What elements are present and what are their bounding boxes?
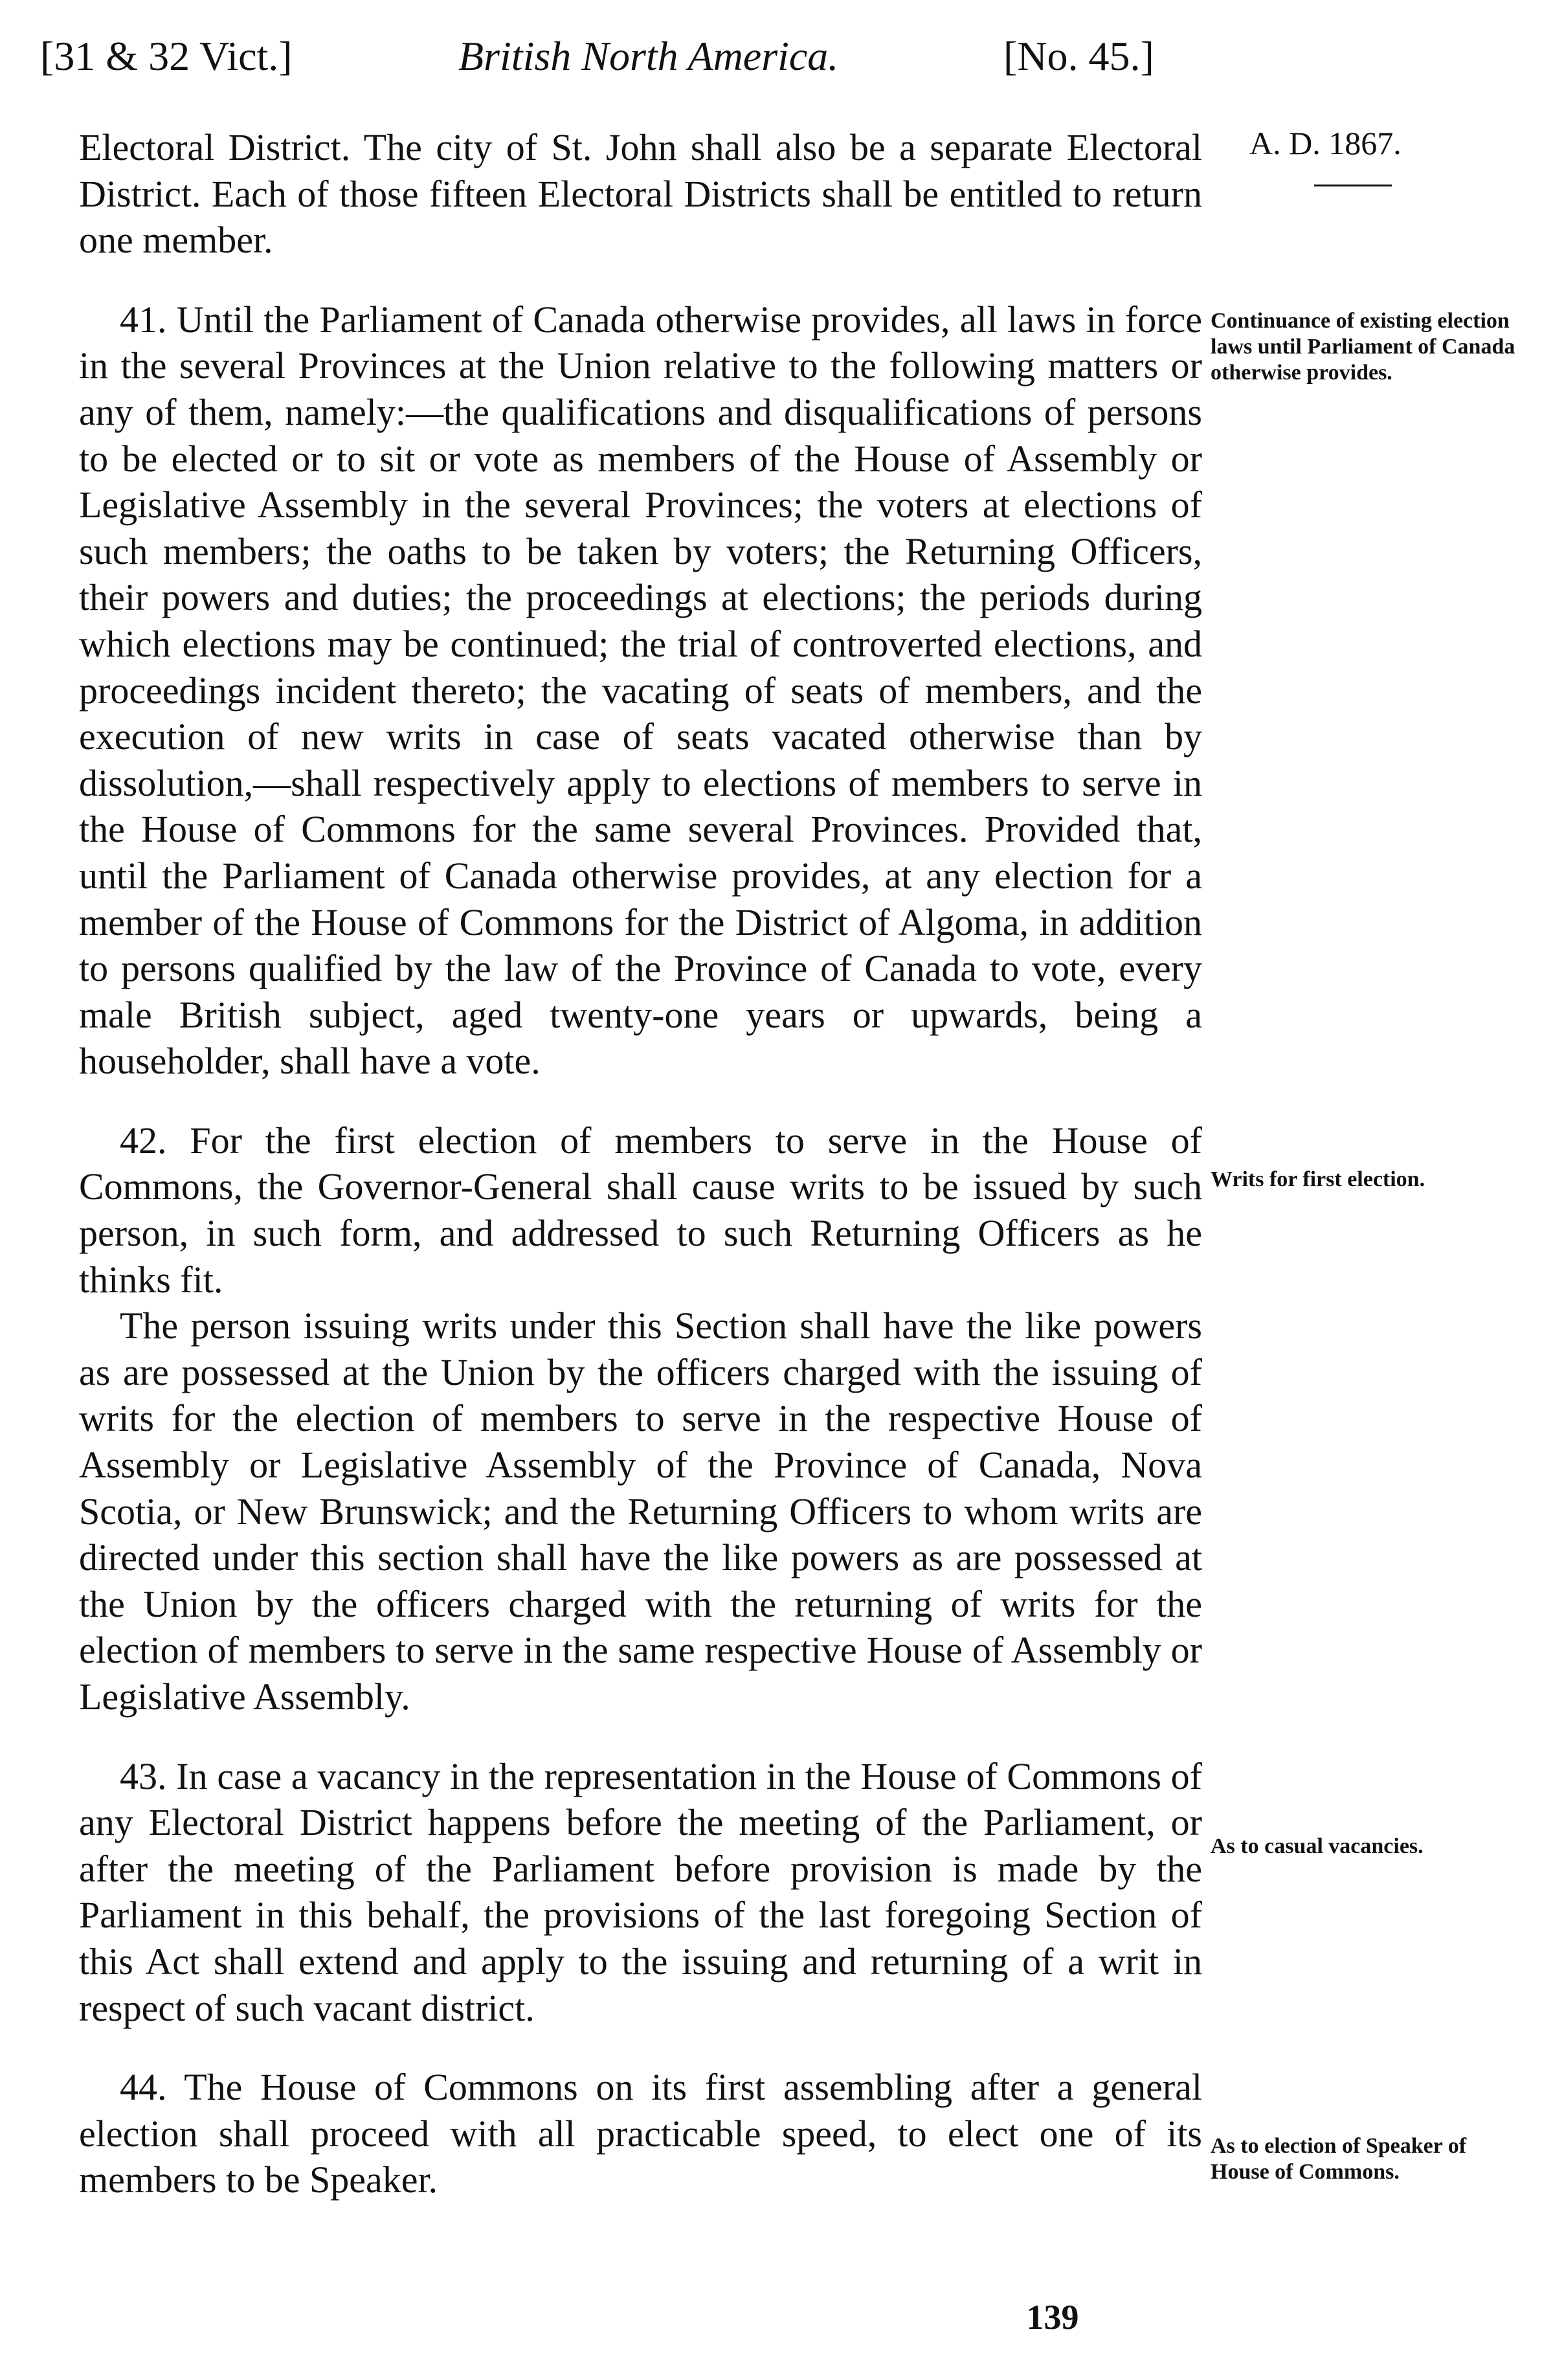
section-43: 43. In case a vacancy in the representation in the House of Commons of any Electoral District happens before the meeting of the Parliament, or after the meeting of the Parliament before provision is made by the Parliament in this behalf, the provisions of the last foregoing Section of this Act shall extend and apply to the issuing and returning of a writ in respect of such vacant district. [79, 1755, 1202, 2029]
section-42-continued: The person issuing writs under this Section shall have the like powers as are possessed at the Union by the officers charged with the issuing of writs for the election of members to serve in the respective House of Assembly or Legislative Assembly of the Province of Canada, Nova Scotia, or New Brunswick; and the Returning Officers to whom writs are directed under this section shall have the like powers as are possessed at the Union by the officers charged with the returning of writs for the election of members to serve in the same respective House of Assembly or Legislative Assembly. [79, 1305, 1202, 1718]
section-42: 42. For the first election of members to serve in the House of Commons, the Governor-General shall cause writs to be issued by such person, in such form, and addressed to such Returning Officers as he thinks fit. [79, 1119, 1202, 1301]
margin-note-42: Writs for first election. [1211, 1167, 1425, 1191]
header-regnal-year: [31 & 32 Vict.] [40, 33, 293, 79]
header-title: British North America. [458, 33, 839, 79]
section-44: 44. The House of Commons on its first assembling after a general election shall proceed with all practicable speed, to elect one of its members to be Speaker. [79, 2066, 1202, 2201]
body-text [79, 124, 1202, 2203]
year-divider [1314, 185, 1392, 186]
paragraph-continuation: Electoral District. The city of St. John shall also be a separate Electoral District. Each of those fifteen Electoral Districts shall be entitled to return one member. [79, 126, 1202, 262]
margin-note-43: As to casual vacancies. [1211, 1834, 1424, 1858]
margin-note-41: Continuance of existing election laws until Parliament of Canada otherwise provides. [1211, 309, 1515, 385]
header-act-number: [No. 45.] [1003, 33, 1154, 79]
section-41: 41. Until the Parliament of Canada otherwise provides, all laws in force in the several Provinces at the Union relative to the following matters or any of them, namely:—the qualifications and disqualifications of persons to be elected or to sit or vote as members of the House of Assembly or Legislative Assembly in the several Provinces; the voters at elections of such members; the oaths to be taken by voters; the Returning Officers, their powers and duties; the proceedings at elections; the periods during which elections may be continued; the trial of controverted elections, and proceedings incident thereto; the vacating of seats of members, and the execution of new writs in case of seats vacated otherwise than by dissolution,—shall respectively apply to elections of members to serve in the House of Commons for the same several Provinces. Provided that, until the Parliament of Canada otherwise provides, at any election for a member of the House of Commons for the District of Algoma, in addition to persons qualified by the law of the Province of Canada to vote, every male British subject, aged twenty-one years or upwards, being a householder, shall have a vote. [79, 298, 1202, 1083]
page-number: 139 [1026, 2298, 1079, 2337]
running-header [0, 32, 1542, 104]
margin-note-44: As to election of Speaker of House of Commons. [1211, 2134, 1467, 2184]
year-marker: A. D. 1867. [1249, 125, 1402, 161]
